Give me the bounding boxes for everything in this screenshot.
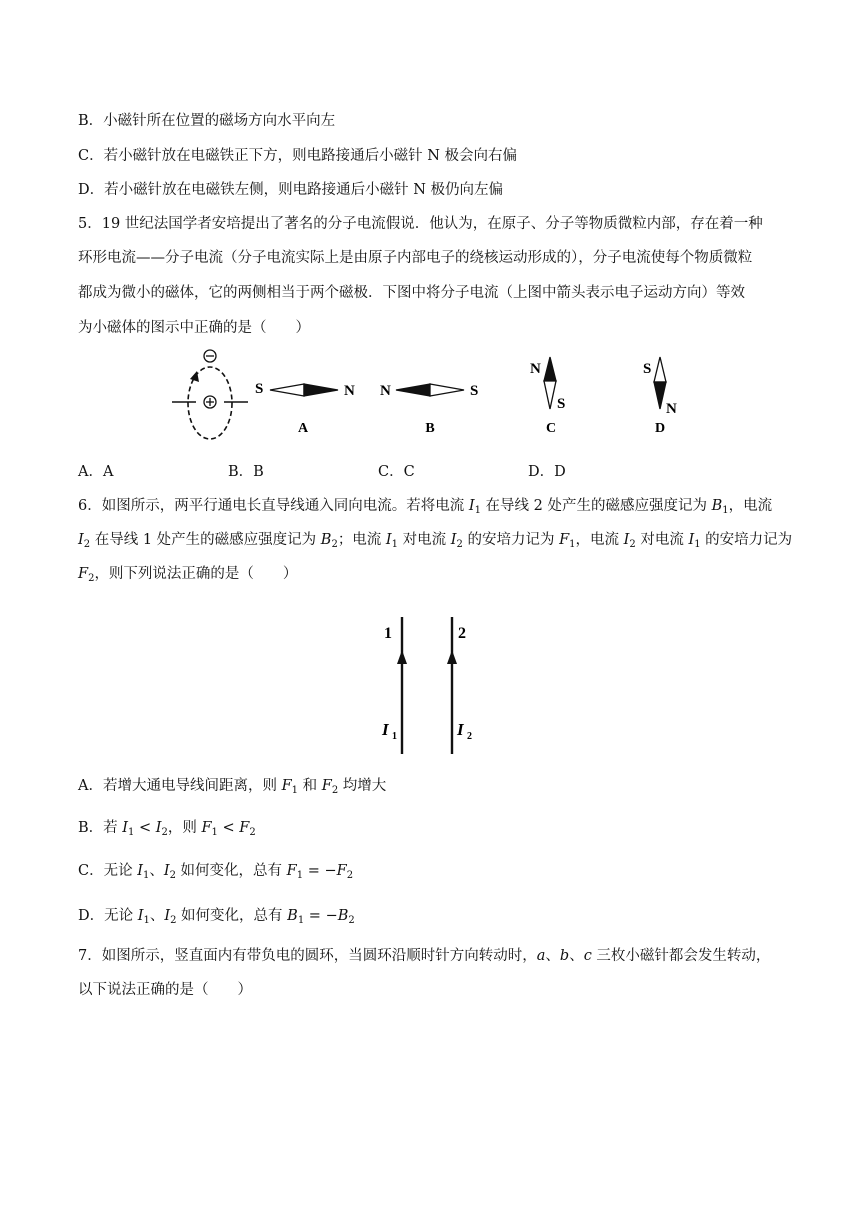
q6-option-d: D．无论 $I_1$、$I_2$ 如何变化，总有 $B_1 = -B_2$ [78,908,355,926]
parallel-wires-figure [360,612,500,762]
option-b-magnet [380,383,478,436]
q6-line-2: $I_2$ 在导线 1 处产生的磁感应强度记为 $B_2$；电流 $I_1$ 对电流 $I_2$ 的安培力记为 $F_1$，电流 $I_2$ 对电流 $I_1$ 的安培力记为 [78,532,793,550]
q5-line-2: 环形电流——分子电流（分子电流实际上是由原子内部电子的绕核运动形成的），分子电流使每个物质微粒 [78,250,753,266]
option-a-magnet [255,381,355,436]
magnet-c-top-pole: N [530,361,541,377]
q6-option-a: A．若增大通电导线间距离，则 $F_1$ 和 $F_2$ 均增大 [78,778,387,796]
option-d-magnet [643,357,677,436]
magnet-d-top-pole: S [643,361,652,377]
molecular-current-figure [0,345,860,445]
q6-option-b: B．若 $I_1 < I_2$，则 $F_1 < F_2$ [78,820,256,838]
q5-option-c: C．C [378,464,415,480]
q7-line-2: 以下说法正确的是（ ） [78,982,252,998]
magnet-d-label: D [654,421,666,436]
magnet-d-bottom-pole: N [666,401,677,417]
magnet-b-left-pole: N [380,383,391,399]
q4-option-c: C．若小磁针放在电磁铁正下方，则电路接通后小磁针 N 极会向右偏 [78,148,517,164]
magnet-b-right-pole: S [470,383,479,399]
q7-line-1: 7．如图所示，竖直面内有带负电的圆环，当圆环沿顺时针方向转动时，a、b、c 三枚小磁针都会发生转动， [78,948,771,964]
magnet-a-left-pole: S [255,381,264,397]
magnet-a-label: A [297,421,309,436]
magnet-b-label: B [425,421,435,436]
q6-line-1: 6．如图所示，两平行通电长直导线通入同向电流。若将电流 $I_1$ 在导线 2 处产生的磁感应强度记为 $B_1$，电流 [78,498,773,516]
current-2-label: I [457,720,464,739]
wire-1-label: 1 [384,625,392,642]
q5-line-1: 5．19 世纪法国学者安培提出了著名的分子电流假说．他认为，在原子、分子等物质微粒内部，存在着一种 [78,216,763,232]
magnet-c-bottom-pole: S [557,396,566,412]
option-c-magnet [530,357,565,436]
q6-option-c: C．无论 $I_1$、$I_2$ 如何变化，总有 $F_1 = -F_2$ [78,863,354,881]
magnet-a-right-pole: N [344,383,355,399]
q5-option-a: A．A [78,464,114,480]
q6-line-3: $F_2$，则下列说法正确的是（ ） [78,566,298,584]
q4-option-b: B．小磁针所在位置的磁场方向水平向左 [78,113,336,129]
q5-line-4: 为小磁体的图示中正确的是（ ） [78,320,310,336]
current-1-subscript: 1 [392,731,397,742]
q4-option-d: D．若小磁针放在电磁铁左侧，则电路接通后小磁针 N 极仍向左偏 [78,182,504,198]
current-1-label: I [382,720,389,739]
q5-option-d: D．D [528,464,566,480]
current-2-subscript: 2 [467,731,472,742]
q5-option-b: B．B [228,464,264,480]
molecular-current-loop-diagram [172,350,248,439]
q5-line-3: 都成为微小的磁体，它的两侧相当于两个磁极．下图中将分子电流（上图中箭头表示电子运动方向）等效 [78,285,745,301]
wire-2-label: 2 [458,625,466,642]
magnet-c-label: C [545,421,557,436]
